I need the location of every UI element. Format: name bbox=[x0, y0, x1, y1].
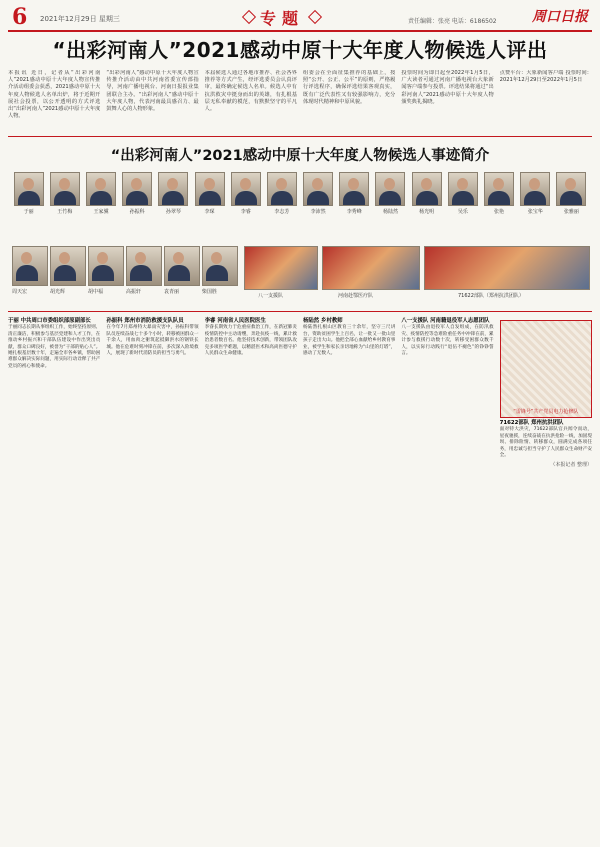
candidate-name: 高振轩 bbox=[126, 289, 142, 295]
candidate-name: 张艳 bbox=[494, 209, 505, 215]
article-body bbox=[8, 316, 592, 841]
candidate-card bbox=[48, 172, 81, 215]
candidate-card bbox=[265, 172, 298, 215]
intro-column: 本届候选人通过各地市推荐、社会各界推荐等方式产生，经评选委员会认真评审，最终确定候选人名单。候选人中有抗洪救灾中挺身而出的英雄，有扎根基层无私奉献的模范，有默默坚守的平凡人。 bbox=[204, 70, 297, 113]
candidate-card bbox=[229, 172, 262, 215]
portrait-photo bbox=[86, 172, 116, 206]
main-headline: “出彩河南人”2021感动中原十大年度人物候选人评出 bbox=[52, 38, 548, 62]
candidate-card bbox=[446, 172, 479, 215]
candidate-name: 王家骥 bbox=[93, 209, 109, 215]
candidate-photo-row-2 bbox=[12, 246, 588, 308]
section-title: 专题 bbox=[238, 6, 326, 29]
portrait-photo bbox=[303, 172, 333, 206]
group-name: 八一支援队 bbox=[258, 293, 284, 299]
candidate-card bbox=[84, 172, 117, 215]
portrait-photo bbox=[339, 172, 369, 206]
entry-text: 于丽同志长期从事组织工作，始终坚持原则、清正廉洁，积极参与基层党建和人才工作，在推动乡村振兴和干部队伍建设中作出突出贡献，群众口碑良好，被誉为“干部的贴心人”。她扎根基层数十年，走遍全市各乡镇，帮助困难群众解决实际问题，用实际行动诠释了共产党员的初心和使命。 bbox=[8, 325, 101, 369]
candidate-name: 王竹梅 bbox=[57, 209, 73, 215]
portrait-photo bbox=[520, 172, 550, 206]
article-column bbox=[106, 316, 198, 841]
candidate-name: 周天宏 bbox=[12, 289, 28, 295]
portrait-photo bbox=[484, 172, 514, 206]
candidate-card bbox=[482, 172, 515, 215]
candidate-card bbox=[157, 172, 190, 215]
candidate-card bbox=[202, 246, 238, 295]
candidate-name: 孙翠琴 bbox=[165, 209, 181, 215]
candidate-card bbox=[12, 246, 48, 295]
portrait-photo bbox=[202, 246, 238, 286]
portrait-photo bbox=[126, 246, 162, 286]
entry-title: 71622部队 郑州抗洪团队 bbox=[499, 420, 564, 426]
page-header bbox=[8, 4, 592, 32]
portrait-photo bbox=[556, 172, 586, 206]
portrait-photo bbox=[412, 172, 442, 206]
entry-text: 面对特大洪灾，71622部队官兵闻令而动，星夜驰援，连续奋战在抗洪抢险一线，加固堤坝、排除险情、转移群众，圆满完成各项任务，用忠诚与担当守护了人民群众生命财产安全。 bbox=[499, 427, 592, 459]
portrait-photo bbox=[164, 246, 200, 286]
candidate-card bbox=[519, 172, 552, 215]
intro-text bbox=[8, 70, 592, 130]
candidate-card bbox=[88, 246, 124, 295]
candidate-card bbox=[164, 246, 200, 295]
entry-text: 李睿长期致力于危重症救治工作，在新冠肺炎疫情防控中主动请缨，奔赴抗疫一线，累计救治患者数百名。他坚持技术创新，带领团队攻克多项医学难题，以精湛医术和高尚医德守护人民群众生命健康。 bbox=[204, 325, 297, 357]
issue-date: 2021年12月29日 星期三 bbox=[40, 15, 120, 23]
group-photo bbox=[244, 246, 318, 290]
portrait-photo bbox=[12, 246, 48, 286]
candidate-card bbox=[555, 172, 588, 215]
article-column bbox=[401, 316, 493, 841]
candidate-name: 吴乐 bbox=[457, 209, 468, 215]
candidate-name: 胡光辉 bbox=[50, 289, 66, 295]
candidate-name: 张雅丽 bbox=[563, 209, 579, 215]
masthead: 周口日报 bbox=[532, 9, 588, 25]
group-photo bbox=[322, 246, 420, 290]
candidate-name: 李沛然 bbox=[310, 209, 326, 215]
candidate-card bbox=[126, 246, 162, 295]
signature: （本报记者 整理） bbox=[550, 462, 592, 469]
entry-title: 杨陆然 乡村教师 bbox=[303, 318, 343, 324]
portrait-photo bbox=[448, 172, 478, 206]
page-number: 6 bbox=[12, 4, 28, 30]
article-column bbox=[303, 316, 395, 841]
portrait-photo bbox=[267, 172, 297, 206]
intro-column: “出彩河南人”感动中原十大年度人物宣传推介活动由中共河南省委宣传部指导，河南广播电视台、河南日报报业集团联合主办。“出彩河南人”感动中原十大年度人物，代表河南最具感召力、最鼓舞人心的人物形象。 bbox=[106, 70, 199, 113]
article-column bbox=[500, 316, 592, 841]
candidate-photo-row bbox=[12, 172, 588, 215]
team-photo bbox=[500, 320, 592, 418]
sub-headline: “出彩河南人”2021感动中原十大年度人物候选人事迹简介 bbox=[110, 148, 490, 164]
candidate-name: 李睿 bbox=[240, 209, 251, 215]
article-column bbox=[8, 316, 100, 841]
portrait-photo bbox=[14, 172, 44, 206]
candidate-card bbox=[338, 172, 371, 215]
entry-title: 于丽 中共周口市委组织部原副部长 bbox=[8, 318, 91, 324]
candidate-name: 李秀峰 bbox=[346, 209, 362, 215]
intro-column: 投票时间为即日起至2022年1月5日，广大读者可通过河南广播电视台大象新闻客户端参与投票。评选结果将通过“出彩河南人”2021感动中原十大年度人物颁奖典礼揭晓。 bbox=[401, 70, 494, 105]
candidate-card bbox=[121, 172, 154, 215]
candidate-name: 张宝华 bbox=[527, 209, 543, 215]
candidate-name: 于丽 bbox=[23, 209, 34, 215]
intro-column: 点赞平台：大象新闻客户端 投票时间：2021年12月29日至2022年1月5日 bbox=[499, 70, 592, 84]
candidate-card bbox=[410, 172, 443, 215]
team-photo-caption: “雷锋号”共产党员电力抢修队 bbox=[513, 408, 579, 415]
divider bbox=[8, 311, 592, 312]
candidate-name: 杨陆然 bbox=[382, 209, 398, 215]
group-name: 71622部队（郑州抗洪团队） bbox=[458, 293, 524, 299]
candidate-card bbox=[50, 246, 86, 295]
group-photo bbox=[424, 246, 590, 290]
entry-title: 八一支援队 河南籍退役军人志愿团队 bbox=[401, 318, 490, 324]
candidate-name: 胡中福 bbox=[88, 289, 104, 295]
candidate-card bbox=[193, 172, 226, 215]
candidate-name: 李志芳 bbox=[274, 209, 290, 215]
portrait-photo bbox=[195, 172, 225, 206]
entry-title: 孙振科 郑州市消防救援支队队员 bbox=[106, 318, 184, 324]
candidate-name: 杨光明 bbox=[419, 209, 435, 215]
portrait-photo bbox=[50, 246, 86, 286]
entry-text: 杨陆然扎根山区教育三十余年，坚守三尺讲台，资助贫困学生上百名，让一批又一批山里孩子走出大山。他把全部心血献给乡村教育事业，被学生和家长亲切地称为“山里的灯塔”，感动了无数人。 bbox=[303, 325, 396, 357]
candidate-name: 孙振科 bbox=[129, 209, 145, 215]
portrait-photo bbox=[158, 172, 188, 206]
entry-title: 李睿 河南省人民医院医生 bbox=[204, 318, 266, 324]
portrait-photo bbox=[88, 246, 124, 286]
portrait-photo bbox=[50, 172, 80, 206]
entry-text: 在今年7月郑州特大暴雨灾害中，孙振科带领队员连续奋战七十多个小时，转移被困群众一千余人，用血肉之躯筑起抵御洪水的钢铁长城。他在危难时刻冲锋在前，多次深入险境救人，展现了新时代消防员的担当与勇气。 bbox=[106, 325, 199, 357]
candidate-card bbox=[374, 172, 407, 215]
portrait-photo bbox=[122, 172, 152, 206]
entry-text: 八一支援队由退役军人自发组成，在防汛救灾、疫情防控等急难险重任务中冲锋在前，累计参与救援行动数十次，转移受困群众数千人，以实际行动践行“退伍不褪色”的铮铮誓言。 bbox=[401, 325, 494, 357]
candidate-name: 李琛 bbox=[204, 209, 215, 215]
intro-column: 组委会在全面征集推荐的基础上，按照“公开、公正、公平”的原则，严格履行评选程序，确保评选结果客观真实，既有广泛代表性又有较强影响力，充分体现时代精神和中原风貌。 bbox=[302, 70, 396, 105]
divider bbox=[8, 136, 592, 137]
candidate-name: 袁青丽 bbox=[164, 289, 180, 295]
candidate-name: 柴国胜 bbox=[202, 289, 218, 295]
intro-column: 本报讯 近日，记者从“出彩河南人”2021感动中原十大年度人物宣传推介活动组委会获悉，2021感动中原十大年度人物候选人名单出炉，将于近期开展社会投票，以公开透明的方式评选出“出彩河南人”2021感动中原十大年度人物。 bbox=[8, 70, 101, 120]
portrait-photo bbox=[231, 172, 261, 206]
article-column bbox=[205, 316, 297, 841]
editor-line: 责任编辑：张亮 电话：6186502 bbox=[408, 18, 497, 25]
candidate-card bbox=[302, 172, 335, 215]
candidate-card bbox=[12, 172, 45, 215]
group-name: 河南赴鄂医疗队 bbox=[338, 293, 374, 299]
portrait-photo bbox=[375, 172, 405, 206]
